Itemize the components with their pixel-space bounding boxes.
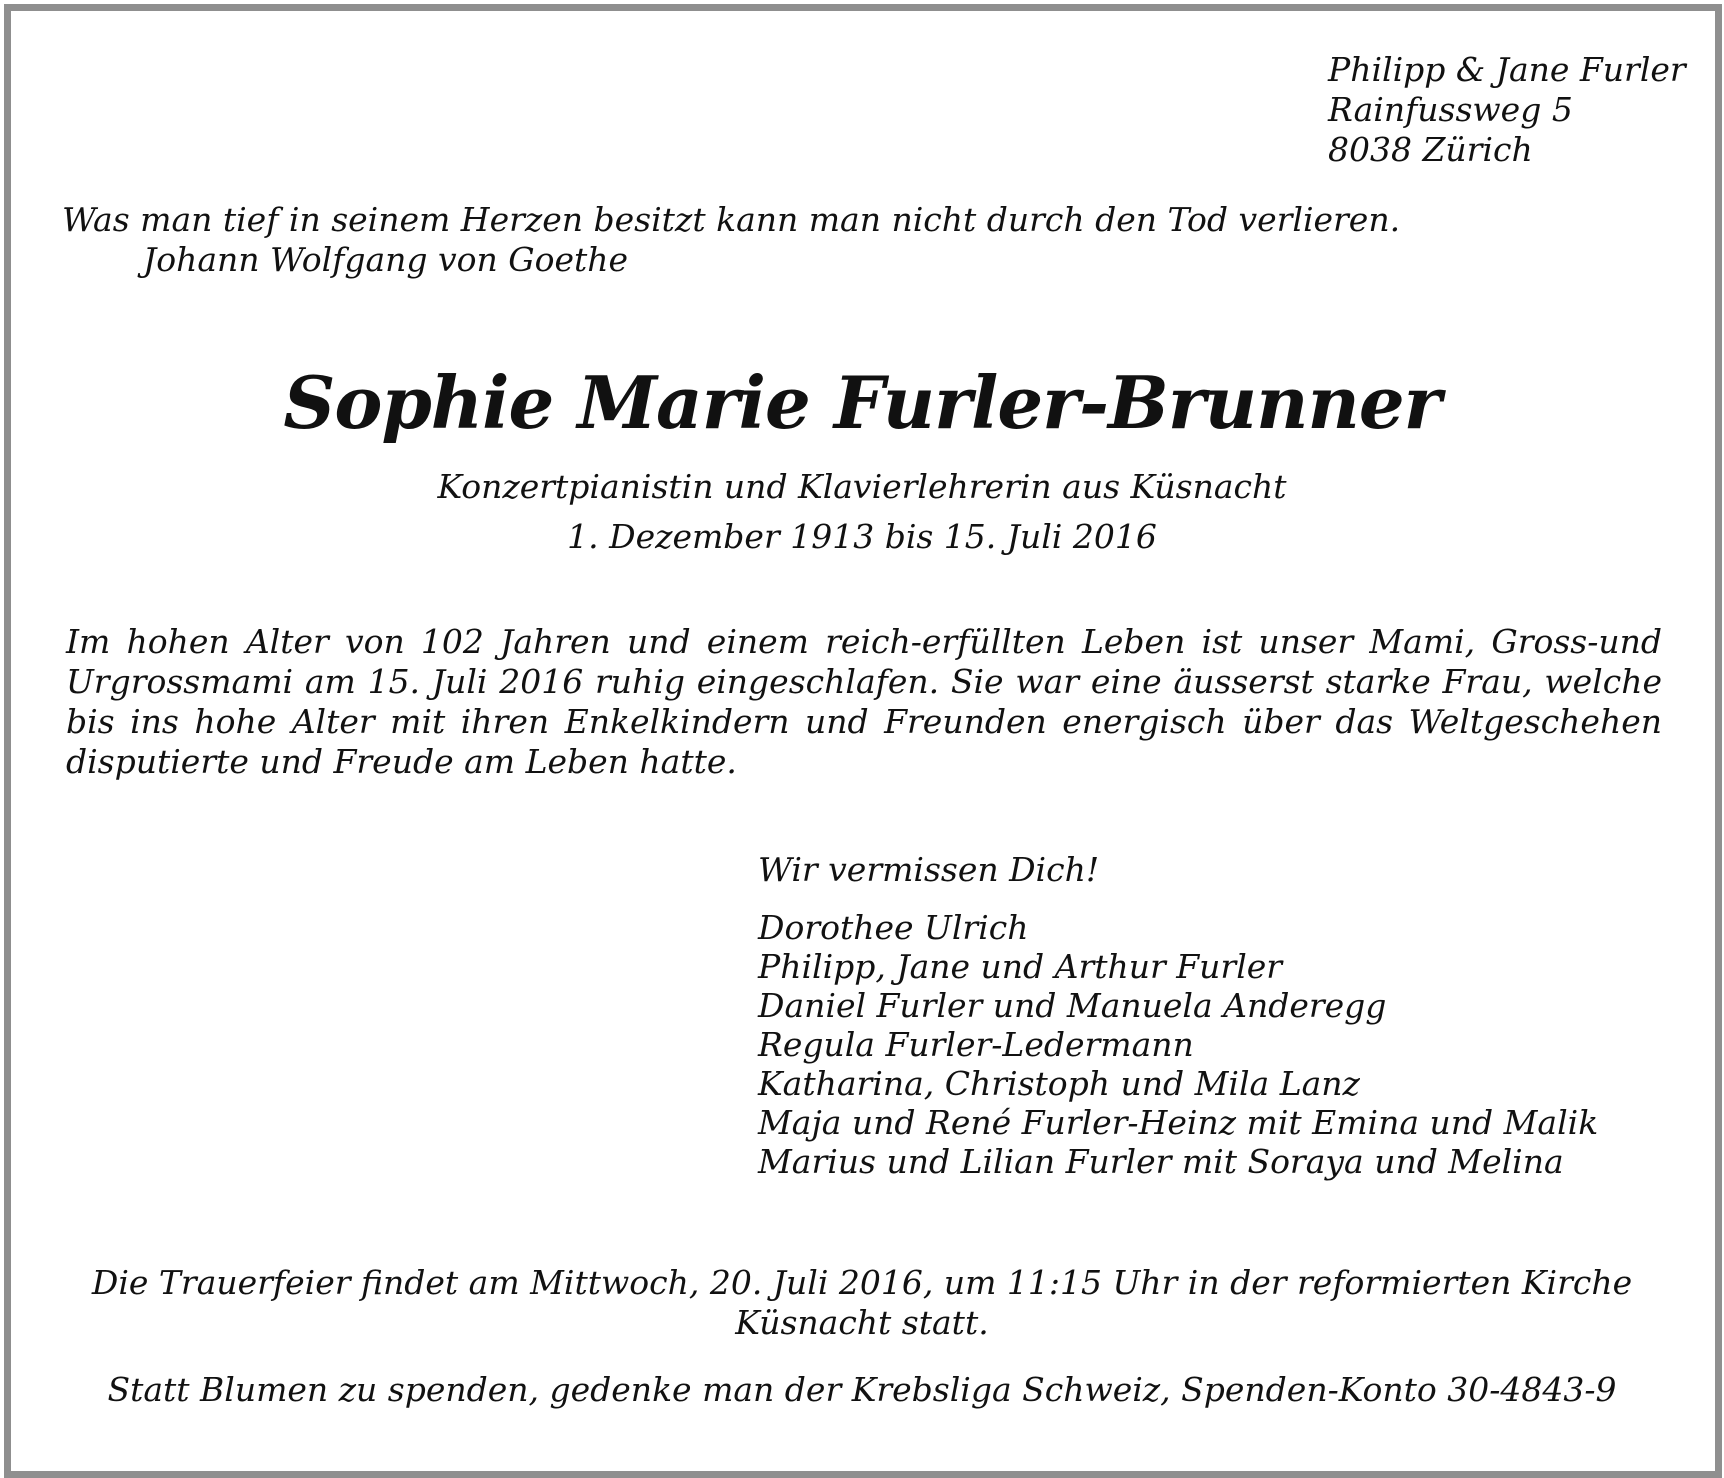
quote-text: Was man tief in seinem Herzen besitzt kann man nicht durch den Tod verlieren. [62,200,1401,239]
ceremony-info: Die Trauerfeier findet am Mittwoch, 20. Juli 2016, um 11:15 Uhr in der reformierten Kirche Küsnacht statt. [91,1263,1633,1342]
mourner-item: Dorothee Ulrich [758,908,1029,947]
deceased-name: Sophie Marie Furler-Brunner [283,360,1441,445]
mourner-item: Regula Furler-Ledermann [758,1025,1194,1064]
mourner-item: Katharina, Christoph und Mila Lanz [758,1064,1360,1103]
mourner-item: Daniel Furler und Manuela Anderegg [758,986,1387,1025]
quote-author: Johann Wolfgang von Goethe [143,240,629,279]
mourner-item: Maja und René Furler-Heinz mit Emina und Malik [758,1103,1599,1142]
deceased-dates: 1. Dezember 1913 bis 15. Juli 2016 [567,517,1157,556]
sender-name: Philipp & Jane Furler [1328,50,1686,89]
donation-note: Statt Blumen zu spenden, gedenke man der Krebsliga Schweiz, Spenden-Konto 30-4843-9 [107,1370,1617,1409]
mourners-list [758,908,1598,1181]
deceased-description: Konzertpianistin und Klavierlehrerin aus Küsnacht [437,467,1287,506]
mourner-item: Marius und Lilian Furler mit Soraya und Melina [758,1142,1564,1181]
farewell-line: Wir vermissen Dich! [758,850,1100,889]
sender-address [1328,50,1686,170]
sender-city: 8038 Zürich [1328,130,1533,169]
mourner-item: Philipp, Jane und Arthur Furler [758,947,1283,986]
sender-street: Rainfussweg 5 [1328,90,1573,129]
announcement-paragraph: Im hohen Alter von 102 Jahren und einem reich-erfüllten Leben ist unser Mami, Gross-und Urgrossmami am 15. Juli 2016 ruhig eingeschlafen. Sie war eine äusserst starke Frau, welche bis ins hohe Alter mit ihren Enkelkindern und Freunden energisch über das Weltgeschehen disputierte und Freude am Leben hatte. [66,622,1662,781]
